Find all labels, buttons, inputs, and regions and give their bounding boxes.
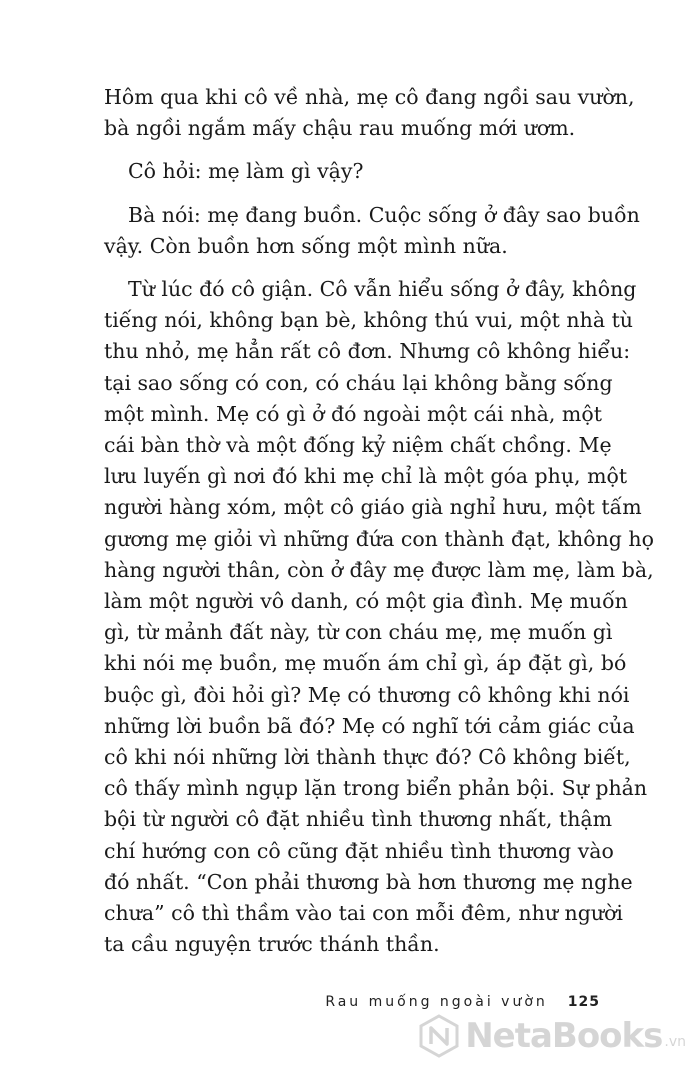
text-line: tiếng nói, không bạn bè, không thú vui, một nhà tù [104,308,634,333]
text-line: cô khi nói những lời thành thực đó? Cô không biết, [104,745,631,770]
text-line: thu nhỏ, mẹ hẳn rất cô đơn. Nhưng cô không hiểu: [104,339,631,364]
text-line: làm một người vô danh, có một gia đình. Mẹ muốn [104,589,628,614]
text-line: lưu luyến gì nơi đó khi mẹ chỉ là một góa phụ, một [104,464,628,489]
running-title: Rau muống ngoài vườn [325,994,548,1010]
text-line: chí hướng con cô cũng đặt nhiều tình thương vào [104,838,614,863]
text-line: bội từ người cô đặt nhiều tình thương nhất, thậm [104,807,613,832]
text-line: Bà nói: mẹ đang buồn. Cuộc sống ở đây sao buồn [128,202,640,227]
paragraph-1 [104,82,635,144]
watermark [417,1014,686,1058]
text-line: khi nói mẹ buồn, mẹ muốn ám chỉ gì, áp đặt gì, bó [104,651,627,676]
text-line: bà ngồi ngắm mấy chậu rau muống mới ươm. [104,116,576,141]
paragraph-4 [104,274,654,960]
page-footer [0,994,600,1010]
watermark-brand: NetaBooks [465,1016,663,1056]
paragraph-3 [104,200,640,262]
text-line: Từ lúc đó cô giận. Cô vẫn hiểu sống ở đây, không [128,277,637,302]
text-line: hàng người thân, còn ở đây mẹ được làm mẹ, làm bà, [104,557,654,582]
text-line: cô thấy mình ngụp lặn trong biển phản bội. Sự phản [104,776,648,801]
text-line: đó nhất. “Con phải thương bà hơn thương mẹ nghe [104,869,633,894]
text-line: tại sao sống có con, có cháu lại không bằng sống [104,370,613,395]
text-line: buộc gì, đòi hỏi gì? Mẹ có thương cô không khi nói [104,682,630,707]
text-line: gương mẹ giỏi vì những đứa con thành đạt, không họ [104,526,654,551]
paragraph-2 [104,156,624,187]
netabooks-logo-icon [417,1014,461,1058]
text-line: gì, từ mảnh đất này, từ con cháu mẹ, mẹ muốn gì [104,620,613,645]
text-line: một mình. Mẹ có gì ở đó ngoài một cái nhà, một [104,401,602,426]
text-line: cái bàn thờ và một đống kỷ niệm chất chồng. Mẹ [104,433,612,458]
text-line: người hàng xóm, một cô giáo già nghỉ hưu, một tấm [104,495,642,520]
text-line: Cô hỏi: mẹ làm gì vậy? [128,159,364,184]
text-line: chưa” cô thì thầm vào tai con mỗi đêm, như người [104,901,623,926]
text-line: Hôm qua khi cô về nhà, mẹ cô đang ngồi sau vườn, [104,85,635,109]
page-number: 125 [567,994,600,1010]
watermark-suffix: .vn [664,1034,686,1050]
text-line: ta cầu nguyện trước thánh thần. [104,932,440,957]
text-line: vậy. Còn buồn hơn sống một mình nữa. [104,233,508,258]
text-line: những lời buồn bã đó? Mẹ có nghĩ tới cảm giác của [104,713,635,738]
page-body-text [104,82,654,972]
